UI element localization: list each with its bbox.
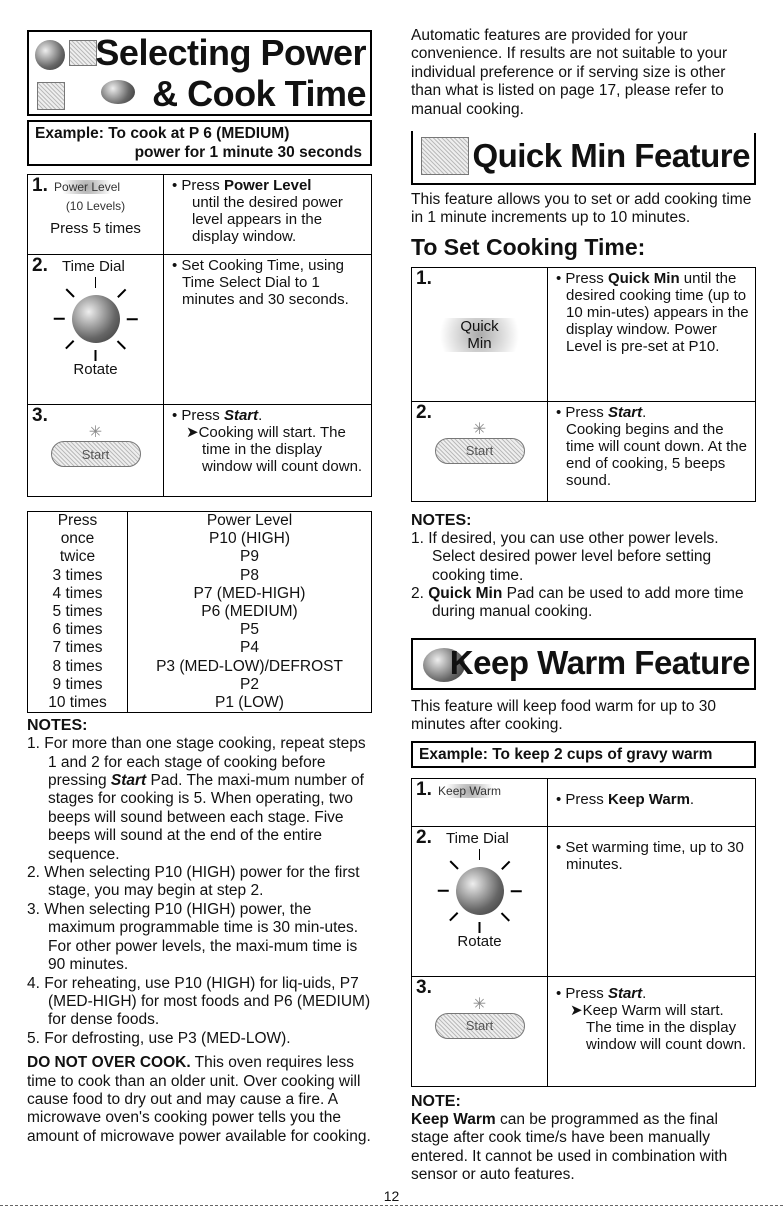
level-cell: P2 bbox=[128, 676, 372, 694]
step-number: 1. bbox=[32, 175, 48, 196]
right-column bbox=[411, 0, 756, 1184]
table-row bbox=[28, 603, 372, 621]
quick-step-1-right bbox=[548, 267, 756, 401]
list-item bbox=[411, 585, 756, 622]
col-header-power-level: Power Level bbox=[128, 512, 372, 531]
table-row bbox=[28, 567, 372, 585]
title-line-1: Selecting Power bbox=[95, 32, 366, 73]
step-number: 2. bbox=[416, 826, 432, 848]
sparkle-icon: ✳ bbox=[472, 995, 487, 1013]
keep-step-3-right bbox=[548, 976, 756, 1086]
notes-list bbox=[27, 735, 372, 1048]
keep-step-2-left bbox=[412, 826, 548, 976]
keep-step-3-left bbox=[412, 976, 548, 1086]
bold-term: Start bbox=[607, 984, 643, 1002]
arrow-text: Cooking will start. The time in the display window will count down. bbox=[198, 424, 363, 475]
quick-min-description: This feature allows you to set or add cooking time in 1 minute increments up to 10 minutes. bbox=[411, 191, 752, 227]
cook-steps-table bbox=[27, 174, 372, 497]
table-row bbox=[28, 255, 372, 405]
step-2-right bbox=[164, 255, 372, 405]
bullet: • Press bbox=[172, 407, 224, 424]
table-header-row bbox=[28, 512, 372, 531]
bracket bbox=[411, 131, 417, 183]
keypad-illustration-icon bbox=[69, 40, 97, 66]
quick-min-steps-table bbox=[411, 267, 756, 502]
keep-warm-title-box bbox=[411, 638, 756, 690]
bold-term: Quick Min bbox=[428, 585, 503, 603]
set-cooking-time-heading: To Set Cooking Time: bbox=[411, 233, 646, 260]
note-number: 2. bbox=[27, 864, 40, 882]
table-row bbox=[28, 585, 372, 603]
level-cell: P8 bbox=[128, 567, 372, 585]
press-cell: 5 times bbox=[28, 603, 128, 621]
table-row bbox=[28, 548, 372, 566]
dish-illustration-icon bbox=[101, 80, 135, 104]
step-number: 2. bbox=[32, 255, 48, 276]
note-number: 1. bbox=[411, 529, 424, 547]
press-count: Press 5 times bbox=[50, 220, 141, 237]
bold-term: Start bbox=[223, 407, 259, 424]
footer-rule bbox=[0, 1205, 783, 1206]
left-column bbox=[27, 0, 372, 1146]
table-row bbox=[412, 267, 756, 401]
example-line-2: power for 1 minute 30 seconds bbox=[134, 144, 362, 161]
warning-paragraph bbox=[27, 1054, 372, 1146]
time-dial-label: Time Dial bbox=[446, 829, 509, 847]
level-cell: P5 bbox=[128, 621, 372, 639]
sparkle-icon: ✳ bbox=[472, 420, 487, 438]
note-text: When selecting P10 (HIGH) power, the maximum programmable time is 30 min-utes. For other power levels, the maxi-mum time is 90 minutes. bbox=[44, 900, 359, 974]
selecting-power-title-box bbox=[27, 30, 372, 116]
step-number: 3. bbox=[416, 976, 432, 998]
step-number: 1. bbox=[416, 267, 432, 289]
quick-step-2-left bbox=[412, 401, 548, 501]
step-3-right bbox=[164, 405, 372, 497]
quick-min-title: Quick Min Feature bbox=[472, 137, 750, 175]
press-cell: 7 times bbox=[28, 639, 128, 657]
table-row bbox=[28, 694, 372, 713]
level-cell: P6 (MEDIUM) bbox=[128, 603, 372, 621]
time-dial-icon bbox=[438, 849, 522, 933]
step-3-arrow-text bbox=[172, 424, 365, 475]
period: . bbox=[642, 403, 647, 421]
level-cell: P9 bbox=[128, 548, 372, 566]
arrow-icon: ➤ bbox=[570, 1001, 583, 1019]
note-number: 5. bbox=[27, 1029, 40, 1047]
table-row bbox=[412, 778, 756, 826]
bullet: • Press bbox=[556, 403, 608, 421]
press-cell: once bbox=[28, 530, 128, 548]
bullet: • Press bbox=[172, 177, 224, 194]
press-cell: 4 times bbox=[28, 585, 128, 603]
step-1-left bbox=[28, 175, 164, 255]
step-number: 3. bbox=[32, 405, 48, 426]
note-number: 4. bbox=[27, 974, 40, 992]
step-number: 2. bbox=[416, 401, 432, 423]
pad-sublabel: (10 Levels) bbox=[65, 199, 126, 213]
step-number: 1. bbox=[416, 778, 432, 800]
table-row bbox=[28, 676, 372, 694]
press-cell: 9 times bbox=[28, 676, 128, 694]
step-2-instruction: • Set Cooking Time, using Time Select Dial to 1 minutes and 30 seconds. bbox=[172, 257, 349, 308]
keep-step-1-instruction bbox=[556, 791, 749, 808]
start-pad-icon: Start bbox=[51, 441, 141, 467]
keep-step-3-instruction bbox=[556, 985, 749, 1002]
example-line-1: Example: To cook at P 6 (MEDIUM) bbox=[35, 125, 290, 142]
quick-min-pad-icon bbox=[416, 318, 543, 352]
press-cell: 10 times bbox=[28, 694, 128, 713]
quick-step-2-right bbox=[548, 401, 756, 501]
period: . bbox=[258, 407, 263, 424]
table-row bbox=[28, 639, 372, 657]
keep-step-3-arrow-text bbox=[556, 1002, 749, 1053]
note-number: 1. bbox=[27, 735, 40, 753]
rotate-label: Rotate bbox=[73, 361, 118, 378]
note-text: Pad. The maxi-mum number of stages for cooking is 5. When operating, two beeps will sound between each stage. Five beeps will sound at the end of the entire sequence. bbox=[48, 772, 364, 863]
step-3-instruction bbox=[172, 407, 365, 424]
note-text: When selecting P10 (HIGH) power for the first stage, you may begin at step 2. bbox=[44, 864, 360, 900]
start-pad-icon: Start bbox=[435, 1013, 525, 1039]
step-1-rest: until the desired power level appears in the display window. bbox=[192, 194, 343, 245]
table-row bbox=[412, 976, 756, 1086]
note-paragraph bbox=[411, 1111, 756, 1185]
power-level-table bbox=[27, 511, 372, 713]
bold-term: Start bbox=[110, 772, 147, 790]
note-number: 3. bbox=[27, 900, 40, 918]
intro-paragraph: Automatic features are provided for your convenience. If results are not suitable to your individual preference or if serving size is other than what is listed on page 17, please refer to manual cooking. bbox=[411, 27, 728, 118]
bullet: • Press bbox=[556, 984, 608, 1002]
note-text: For defrosting, use P3 (MED-LOW). bbox=[44, 1029, 291, 1047]
step-1-right bbox=[164, 175, 372, 255]
warning-bold: DO NOT OVER COOK. bbox=[27, 1054, 191, 1072]
table-row bbox=[28, 405, 372, 497]
keep-step-1-left bbox=[412, 778, 548, 826]
list-item bbox=[27, 975, 372, 1030]
bracket bbox=[411, 638, 417, 690]
note-text: can be programmed as the final stage after cook time/s have been manually entered. It cannot be used in combination with sensor or auto features. bbox=[411, 1110, 728, 1183]
step-3-left bbox=[28, 405, 164, 497]
bold-term: Keep Warm bbox=[411, 1110, 496, 1128]
example-box bbox=[27, 120, 372, 166]
quick-step-1-left bbox=[412, 267, 548, 401]
time-dial-label: Time Dial bbox=[62, 258, 125, 275]
press-cell: 3 times bbox=[28, 567, 128, 585]
pad-label: Quick bbox=[460, 317, 499, 335]
list-item bbox=[27, 864, 372, 901]
keep-warm-description: This feature will keep food warm for up to 30 minutes after cooking. bbox=[411, 697, 716, 734]
keep-warm-example-box: Example: To keep 2 cups of gravy warm bbox=[411, 741, 756, 768]
notes-heading: NOTES: bbox=[27, 717, 88, 735]
note-heading: NOTE: bbox=[411, 1092, 461, 1110]
list-item bbox=[27, 901, 372, 975]
level-cell: P1 (LOW) bbox=[128, 694, 372, 713]
level-cell: P3 (MED-LOW)/DEFROST bbox=[128, 658, 372, 676]
keep-step-2-instruction: • Set warming time, up to 30 minutes. bbox=[556, 838, 744, 873]
pad-label: Min bbox=[467, 334, 492, 352]
period: . bbox=[689, 790, 695, 808]
press-cell: 8 times bbox=[28, 658, 128, 676]
table-row bbox=[412, 826, 756, 976]
col-header-press: Press bbox=[28, 512, 128, 531]
keep-warm-pad-icon: Keep Warm bbox=[438, 783, 501, 798]
press-cell: twice bbox=[28, 548, 128, 566]
page-number: 12 bbox=[383, 1188, 400, 1204]
oven-illustration-icon bbox=[35, 40, 65, 70]
keep-step-2-right bbox=[548, 826, 756, 976]
warning-text: This oven requires less time to cook than an older unit. Over cooking will cause food to dry out and may cause a fire. A microwave oven's cooking power tells you the amount of microwave power available for cooking. bbox=[27, 1054, 371, 1145]
bold-term: Start bbox=[607, 403, 643, 421]
bullet: • Press bbox=[556, 790, 608, 808]
period: . bbox=[642, 984, 647, 1002]
table-row bbox=[412, 401, 756, 501]
notes-heading: NOTES: bbox=[411, 511, 472, 529]
note-text: For more than one stage cooking, repeat steps 1 and 2 for each stage of cooking before pressing bbox=[44, 735, 366, 790]
rotate-label: Rotate bbox=[457, 932, 502, 950]
table-row bbox=[28, 530, 372, 548]
title-line-2: & Cook Time bbox=[152, 73, 366, 114]
power-level-pad-icon: Power Level bbox=[54, 180, 121, 194]
press-cell: 6 times bbox=[28, 621, 128, 639]
arrow-icon: ➤ bbox=[186, 424, 199, 441]
notes-list bbox=[411, 530, 756, 622]
quick-step-2-rest: Cooking begins and the time will count down. At the end of cooking, 5 beeps sound. bbox=[566, 420, 747, 489]
note-number: 2. bbox=[411, 585, 424, 603]
bold-term: Quick Min bbox=[607, 269, 680, 287]
note-text: If desired, you can use other power levels. Select desired power level before setting cooking time. bbox=[428, 529, 719, 584]
table-row bbox=[28, 658, 372, 676]
quick-min-title-box bbox=[411, 133, 756, 185]
quick-step-1-instruction bbox=[556, 270, 749, 355]
quick-min-illustration-icon bbox=[421, 137, 469, 175]
keypad-small-icon bbox=[37, 82, 65, 110]
step-2-left bbox=[28, 255, 164, 405]
keep-warm-steps-table bbox=[411, 778, 756, 1087]
list-item bbox=[27, 1030, 372, 1048]
start-pad-icon: Start bbox=[435, 438, 525, 464]
step-1-instruction bbox=[172, 177, 365, 245]
note-text: For reheating, use P10 (HIGH) for liq-uids, P7 (MED-HIGH) for most foods and P6 (MEDIUM) for dense foods. bbox=[44, 974, 371, 1029]
list-item bbox=[411, 530, 756, 585]
note-text: Pad can be used to add more time during manual cooking. bbox=[432, 585, 744, 621]
bold-term: Keep Warm bbox=[607, 790, 690, 808]
table-row bbox=[28, 175, 372, 255]
arrow-text: Keep Warm will start. The time in the display window will count down. bbox=[582, 1001, 747, 1053]
step-text: until the desired cooking time (up to 10 min-utes) appears in the display window. Power Level is pre-set at P10. bbox=[566, 269, 749, 355]
level-cell: P10 (HIGH) bbox=[128, 530, 372, 548]
bullet: • Press bbox=[556, 269, 608, 287]
keep-warm-title: Keep Warm Feature bbox=[449, 643, 750, 681]
keep-step-1-right bbox=[548, 778, 756, 826]
level-cell: P4 bbox=[128, 639, 372, 657]
sparkle-icon: ✳ bbox=[88, 424, 103, 441]
quick-step-2-instruction bbox=[556, 404, 749, 421]
bold-term: Power Level bbox=[223, 177, 312, 194]
table-row bbox=[28, 621, 372, 639]
time-dial-icon bbox=[54, 277, 138, 361]
level-cell: P7 (MED-HIGH) bbox=[128, 585, 372, 603]
list-item bbox=[27, 735, 372, 864]
